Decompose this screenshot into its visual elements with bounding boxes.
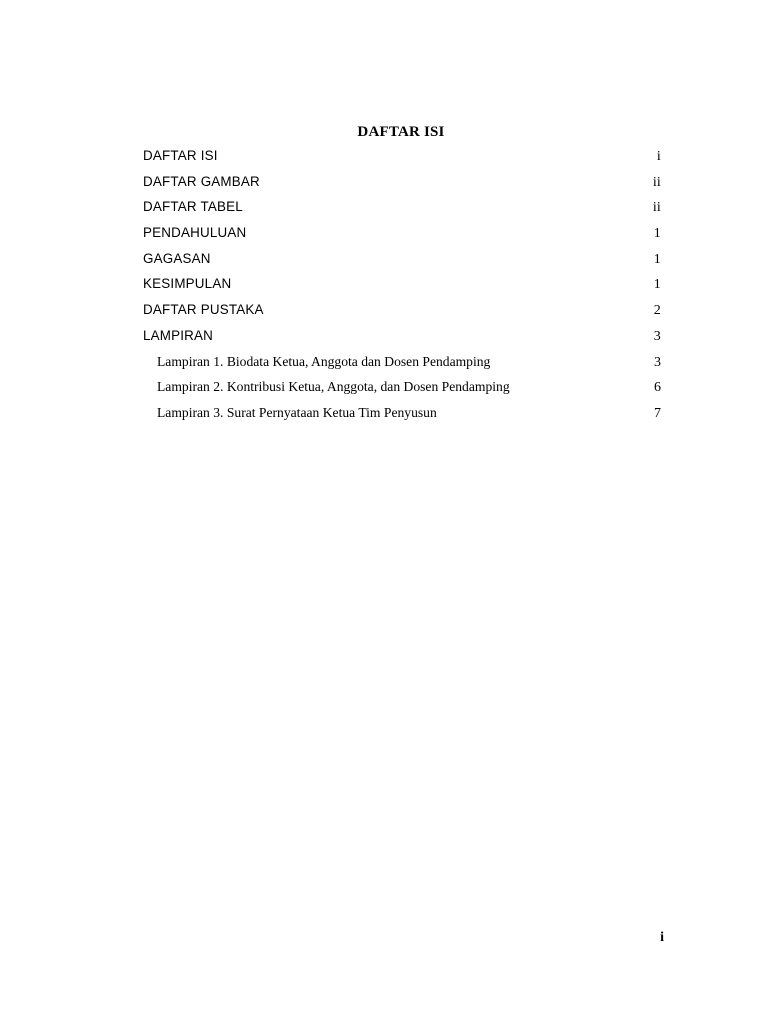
toc-entry-label: LAMPIRAN [143, 327, 214, 343]
page-title: DAFTAR ISI [357, 124, 445, 140]
toc-entry-label: Lampiran 3. Surat Pernyataan Ketua Tim Penyusun [157, 404, 437, 420]
toc-entry-gagasan[interactable] [143, 249, 661, 275]
toc-entry-label: DAFTAR TABEL [143, 199, 243, 215]
toc-entry-label: PENDAHULUAN [143, 225, 247, 241]
toc-entry-page: 7 [654, 405, 661, 421]
toc-entry-daftar-gambar[interactable] [143, 172, 661, 198]
toc-entry-kesimpulan[interactable] [143, 274, 661, 300]
toc-entry-page: i [656, 149, 661, 164]
toc-entry-page: 3 [654, 354, 661, 370]
toc-entry-pendahuluan[interactable] [143, 223, 661, 249]
toc-entry-lampiran[interactable] [143, 326, 661, 352]
toc-entry-label: Lampiran 1. Biodata Ketua, Anggota dan Dosen Pendamping [157, 353, 491, 369]
toc-entry-label: DAFTAR ISI [143, 148, 218, 163]
footer-page-number: i [660, 930, 664, 945]
toc-entry-daftar-isi[interactable] [143, 146, 661, 172]
toc-entry-page: 1 [653, 277, 661, 293]
toc-entry-lampiran-3[interactable] [143, 403, 661, 429]
toc-entry-lampiran-2[interactable] [143, 377, 661, 403]
toc-entry-lampiran-1[interactable] [143, 352, 661, 378]
toc-entry-page: ii [652, 174, 661, 190]
toc-entry-daftar-pustaka[interactable] [143, 300, 661, 326]
toc-entry-page: ii [652, 200, 661, 216]
toc-entry-page: 6 [654, 380, 661, 396]
toc-entry-label: Lampiran 2. Kontribusi Ketua, Anggota, dan Dosen Pendamping [157, 379, 510, 395]
toc-entry-page: 1 [653, 226, 661, 242]
toc-entry-label: GAGASAN [143, 250, 211, 266]
toc-entry-label: DAFTAR GAMBAR [143, 173, 260, 189]
toc-entry-page: 1 [653, 251, 661, 267]
toc-entry-daftar-tabel[interactable] [143, 197, 661, 223]
toc-entry-page: 3 [653, 328, 661, 344]
toc-entry-page: 2 [653, 303, 661, 319]
toc-entry-label: DAFTAR PUSTAKA [143, 302, 264, 318]
table-of-contents [143, 146, 661, 429]
toc-entry-label: KESIMPULAN [143, 276, 232, 292]
